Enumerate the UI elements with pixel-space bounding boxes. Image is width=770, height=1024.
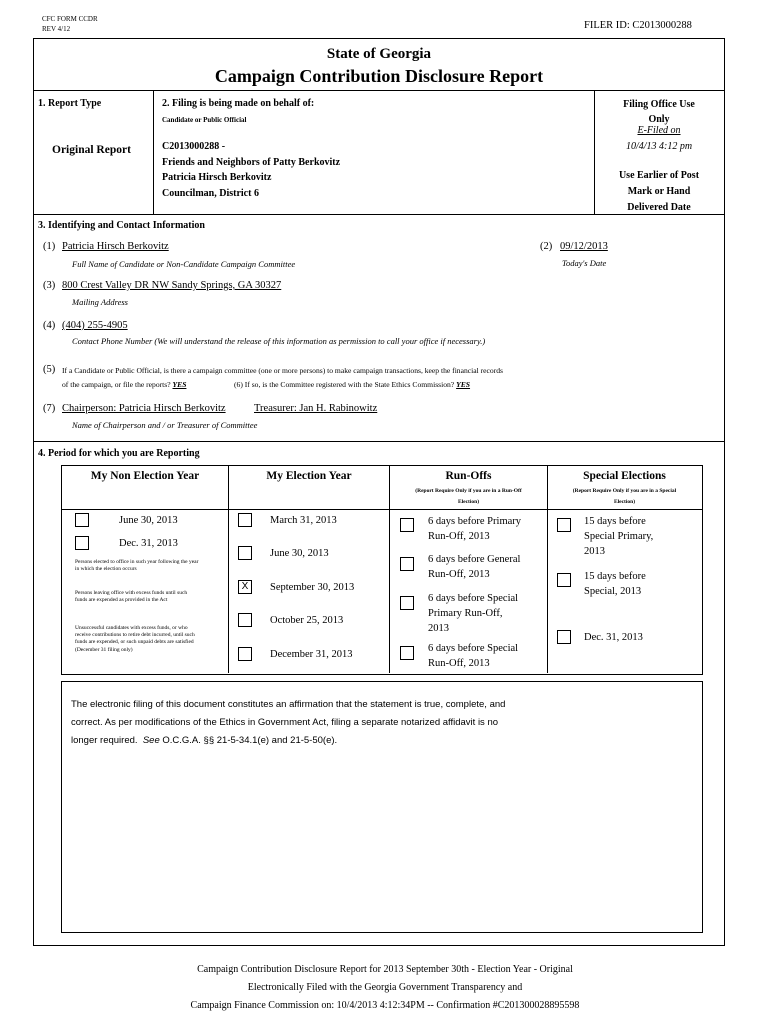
option-special-primary (584, 514, 653, 559)
checkbox-special-primary[interactable] (557, 518, 571, 532)
option-line: 15 days before (584, 516, 646, 527)
option-runoff-special-primary (428, 591, 518, 636)
filer-id-line: C2013000288 - (162, 141, 226, 152)
section4-heading: 4. Period for which you are Reporting (38, 448, 200, 459)
mailing-address-value: 800 Crest Valley DR NW Sandy Springs, GA 30327 (62, 280, 282, 291)
chairperson-label: Name of Chairperson and / or Treasurer of Committee (72, 420, 258, 430)
footer-line: Campaign Contribution Disclosure Report for 2013 September 30th - Election Year - Original (197, 964, 573, 975)
option-line: 15 days before (584, 571, 646, 582)
non-election-year-heading: My Non Election Year (90, 470, 200, 482)
checkbox-election-oct25[interactable] (238, 613, 252, 627)
committee-name: Friends and Neighbors of Patty Berkovitz (162, 156, 341, 168)
full-name-value: Patricia Hirsch Berkovitz (62, 241, 169, 252)
runoffs-subheading (390, 486, 547, 508)
form-revision: REV 4/12 (42, 25, 71, 33)
filing-office-heading-2: Only (648, 114, 670, 125)
filing-office-note-line: Delivered Date (627, 202, 691, 213)
phone-label: Contact Phone Number (We will understand the release of this information as permission to call your office if necessary.) (72, 336, 486, 346)
option-election-oct25: October 25, 2013 (270, 615, 344, 626)
divider (228, 466, 229, 673)
item-number: (7) (43, 403, 56, 414)
registration-question (234, 380, 470, 389)
checkbox-election-sep30[interactable]: X (238, 580, 252, 594)
efiled-label: E-Filed on (637, 125, 681, 136)
option-non-election-dec: Dec. 31, 2013 (119, 538, 178, 549)
special-elections-heading: Special Elections (583, 470, 666, 482)
divider (33, 441, 724, 442)
option-line: Run-Off, 2013 (428, 569, 490, 580)
affirmation-text (71, 696, 691, 750)
phone-value: (404) 255-4905 (62, 320, 128, 331)
committee-question-cont (62, 380, 186, 389)
full-name-label: Full Name of Candidate or Non-Candidate Campaign Committee (72, 259, 296, 269)
item-number: (1) (43, 241, 56, 252)
option-line: 6 days before Special (428, 643, 519, 654)
non-election-note: Unsuccessful candidates with excess funds, or who receive contributions to retire debt incurred, until such funds are expended, or such unpaid debts are satisfied (December 31 filing only) (75, 625, 195, 653)
form-code: CFC FORM CCDR (42, 15, 98, 23)
divider (153, 90, 154, 214)
state-title: State of Georgia (326, 46, 432, 62)
item-number: (2) (540, 241, 553, 252)
checkbox-election-mar31[interactable] (238, 513, 252, 527)
report-title: Campaign Contribution Disclosure Report (214, 66, 544, 86)
section2-heading: 2. Filing is being made on behalf of: (162, 98, 315, 109)
checkbox-special[interactable] (557, 573, 571, 587)
committee-answer: YES (172, 380, 187, 389)
option-line: Dec. 31, 2013 (584, 632, 643, 643)
filing-office-note-line: Use Earlier of Post (618, 170, 700, 181)
option-line: 2013 (584, 546, 605, 557)
option-line: 6 days before Special (428, 593, 519, 604)
option-line: Special Primary, (584, 531, 654, 542)
footer-line: Campaign Finance Commission on: 10/4/2013 4:12:34PM -- Confirmation #C201300028895598 (190, 1000, 580, 1011)
affirmation-segment: O.C.G.A. §§ 21-5-34.1(e) and 21-5-50(e). (159, 735, 338, 746)
option-election-mar31: March 31, 2013 (270, 515, 337, 526)
option-line: 6 days before Primary (428, 516, 522, 527)
special-subheading-line: Election) (613, 499, 636, 505)
checkbox-runoff-general[interactable] (400, 557, 414, 571)
runoffs-subheading-line: (Report Require Only if you are in a Run-Off (415, 488, 522, 494)
runoffs-heading: Run-Offs (445, 470, 492, 482)
todays-date-label: Today's Date (562, 258, 607, 268)
filer-id: FILER ID: C2013000288 (584, 20, 692, 31)
affirmation-line (71, 732, 691, 750)
affirmation-line: The electronic filing of this document constitutes an affirmation that the statement is true, complete, and (71, 699, 506, 710)
committee-question: If a Candidate or Public Official, is there a campaign committee (one or more persons) to make campaign transactions, keep the financial records (62, 366, 503, 375)
filing-office-block (595, 97, 723, 127)
special-elections-subheading (548, 486, 701, 508)
non-election-note: Persons elected to office in such year following the year in which the election occurs (75, 559, 199, 573)
committee-question-text: of the campaign, or file the reports? (62, 380, 171, 389)
mailing-address-label: Mailing Address (72, 297, 128, 307)
registration-answer: YES (456, 380, 471, 389)
efiled-date: 10/4/13 4:12 pm (625, 141, 693, 152)
divider (33, 90, 724, 91)
election-year-heading: My Election Year (266, 470, 352, 482)
filing-office-heading: Filing Office Use (623, 99, 695, 110)
affirmation-see: See (142, 735, 160, 746)
special-subheading-line: (Report Require Only if you are in a Special (572, 488, 677, 494)
option-election-sep30: September 30, 2013 (270, 582, 355, 593)
option-special-dec31 (584, 630, 643, 645)
checkbox-election-jun30[interactable] (238, 546, 252, 560)
report-type-value: Original Report (52, 144, 131, 156)
checkbox-runoff-primary[interactable] (400, 518, 414, 532)
section2-subheading: Candidate or Public Official (162, 116, 247, 124)
option-line: 6 days before General (428, 554, 521, 565)
option-runoff-primary (428, 514, 521, 544)
checkbox-runoff-special-primary[interactable] (400, 596, 414, 610)
item-number: (3) (43, 280, 56, 291)
divider (62, 509, 702, 510)
checkbox-runoff-special[interactable] (400, 646, 414, 660)
filing-office-note-line: Mark or Hand (627, 186, 691, 197)
footer-line: Electronically Filed with the Georgia Government Transparency and (247, 982, 523, 993)
option-runoff-special (428, 641, 518, 671)
option-line: Special, 2013 (584, 586, 642, 597)
checkbox-special-dec31[interactable] (557, 630, 571, 644)
todays-date-value: 09/12/2013 (560, 241, 608, 252)
item-number: (5) (43, 364, 56, 375)
office-sought: Councilman, District 6 (162, 187, 259, 199)
option-election-jun30: June 30, 2013 (270, 548, 329, 559)
footer (0, 961, 770, 1015)
section1-heading: 1. Report Type (38, 98, 102, 109)
checkbox-non-election-dec[interactable] (75, 536, 89, 550)
option-runoff-general (428, 552, 520, 582)
option-line: Run-Off, 2013 (428, 531, 490, 542)
affirmation-line: correct. As per modifications of the Ethics in Government Act, filing a separate notarized affidavit is no (71, 717, 499, 728)
filer-block (162, 139, 340, 201)
runoffs-subheading-line: Election) (457, 499, 480, 505)
option-line: Primary Run-Off, (428, 608, 503, 619)
non-election-note: Persons leaving office with excess funds until such funds are expended as provided in the Act (75, 590, 188, 604)
option-election-dec31: December 31, 2013 (270, 649, 353, 660)
affirmation-segment: longer required. (71, 735, 143, 746)
section3-heading: 3. Identifying and Contact Information (38, 220, 205, 231)
treasurer-value: Treasurer: Jan H. Rabinowitz (254, 403, 378, 414)
item-number: (4) (43, 320, 56, 331)
option-non-election-june: June 30, 2013 (119, 515, 178, 526)
chairperson-value: Chairperson: Patricia Hirsch Berkovitz (62, 403, 226, 414)
option-line: Run-Off, 2013 (428, 658, 490, 669)
filing-office-note (595, 168, 723, 216)
checkbox-non-election-june[interactable] (75, 513, 89, 527)
option-special (584, 569, 646, 599)
candidate-name: Patricia Hirsch Berkovitz (162, 172, 272, 183)
option-line: 2013 (428, 623, 449, 634)
checkbox-election-dec31[interactable] (238, 647, 252, 661)
registration-question-text: (6) If so, is the Committee registered with the State Ethics Commission? (234, 380, 455, 389)
